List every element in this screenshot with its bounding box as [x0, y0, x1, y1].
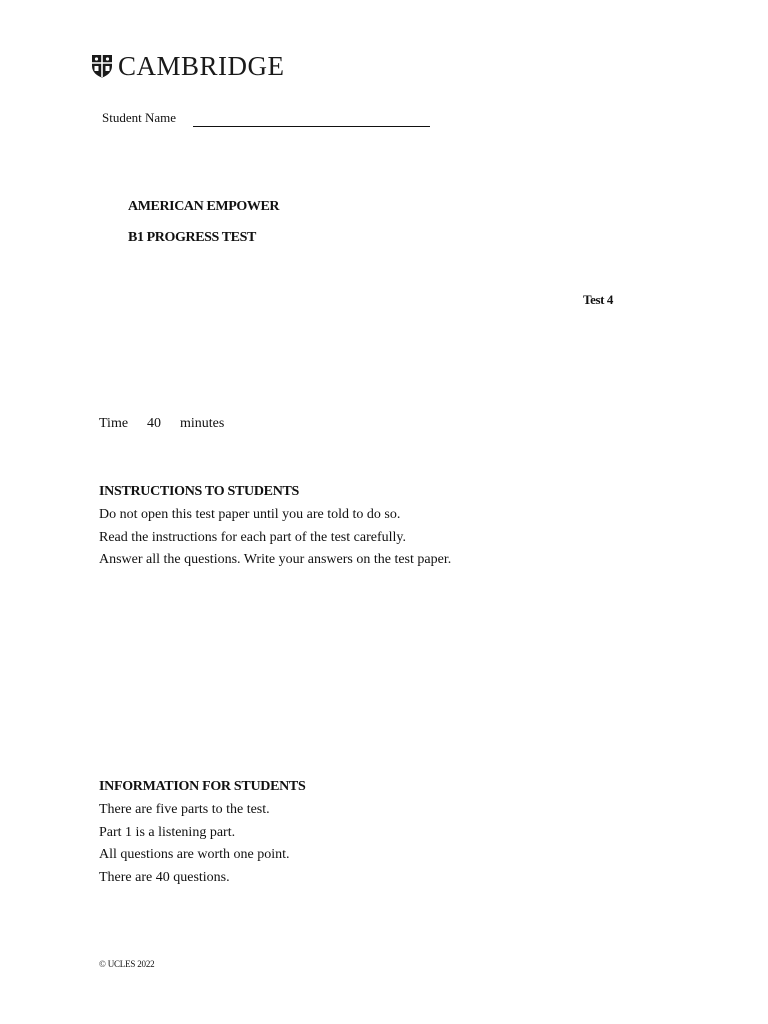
instructions-section	[99, 484, 451, 572]
time-value: 40	[147, 416, 161, 431]
test-level-title: B1 PROGRESS TEST	[128, 230, 256, 245]
test-number: Test 4	[583, 292, 613, 307]
information-line: There are 40 questions.	[99, 869, 230, 885]
instruction-line: Do not open this test paper until you are told to do so.	[99, 507, 401, 522]
information-section	[99, 779, 305, 889]
instruction-line: Read the instructions for each part of the test carefully.	[99, 529, 406, 545]
student-name-label: Student Name	[102, 110, 177, 125]
time-label: Time	[99, 416, 129, 431]
cambridge-shield-icon	[91, 54, 113, 78]
information-line: There are five parts to the test.	[99, 802, 270, 817]
time-unit: minutes	[180, 416, 225, 431]
time-row	[99, 416, 224, 432]
instructions-heading: INSTRUCTIONS TO STUDENTS	[99, 484, 300, 499]
information-line: All questions are worth one point.	[99, 847, 290, 862]
student-name-field	[102, 110, 430, 126]
instruction-line: Answer all the questions. Write your answers on the test paper.	[99, 552, 452, 567]
copyright-notice: © UCLES 2022	[99, 959, 155, 969]
course-title: AMERICAN EMPOWER	[128, 199, 280, 214]
student-name-line[interactable]	[193, 126, 430, 127]
information-line: Part 1 is a listening part.	[99, 824, 236, 840]
cambridge-logo	[91, 51, 285, 81]
logo-wordmark: CAMBRIDGE	[118, 51, 285, 81]
information-heading: INFORMATION FOR STUDENTS	[99, 779, 306, 794]
